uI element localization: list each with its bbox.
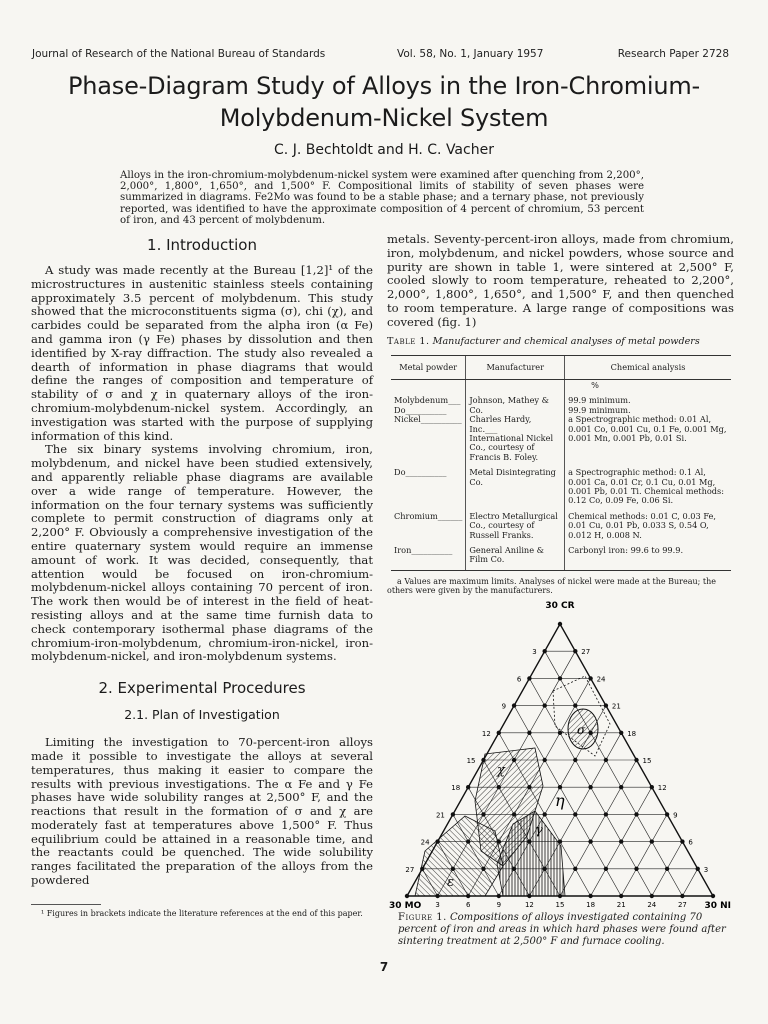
composition-point	[466, 839, 470, 843]
section-heading-introduction: 1. Introduction	[147, 236, 257, 254]
composition-point	[481, 867, 485, 871]
abstract: Alloys in the iron-chromium-molybdenum-nickel system were examined after quenching from 2,200°, 2,000°, 1,800°, 1,650°, and 1,500° F. Compositional limits of stability of seven phases were summarized in diagrams. Fe2Mo was found to be a stable phase; and a ternary phase, not previously reported, was identified to have the approximate composition of 4 percent of chromium, 53 percent of iron, and 43 percent of molybdenum.	[120, 170, 644, 226]
composition-point	[512, 812, 516, 816]
table-cell-metal: Iron__________	[391, 545, 466, 570]
plan-paragraph-1: Limiting the investigation to 70-percent-iron alloys made it possible to investigate the alloys at several temperatures, thus making it easier to compare the results with previous investigations. The α Fe and γ Fe phases have wide solubility ranges at 2,500° F, and the reactions that result in the formation of σ and χ are moderately fast at temperatures above 1,500° F. Thus equilibrium could be attained in a reasonable time, and the reactants could be quenched. The wide solubility ranges facilitated the preparation of the alloys from the powdered	[31, 735, 373, 888]
composition-point	[512, 867, 516, 871]
composition-point	[573, 649, 577, 653]
left-tick-label: 24	[420, 838, 430, 847]
figure-caption	[398, 912, 734, 948]
composition-point	[543, 812, 547, 816]
left-tick-label: 12	[481, 729, 491, 738]
region-label-gamma: γ	[535, 823, 543, 838]
composition-point	[604, 758, 608, 762]
percent-symbol: %	[565, 379, 731, 395]
footnote-divider	[31, 904, 101, 905]
composition-point	[558, 731, 562, 735]
composition-point	[451, 867, 455, 871]
composition-point	[588, 894, 592, 898]
bottom-tick-label: 6	[465, 901, 471, 909]
left-tick-label: 6	[516, 675, 522, 684]
table-cell-metal: Chromium______	[394, 510, 463, 521]
page-number: 7	[379, 960, 389, 974]
region-label-eta: η	[555, 791, 565, 810]
composition-point	[650, 785, 654, 789]
bottom-tick-label: 27	[677, 901, 687, 909]
right-tick-label: 3	[703, 865, 709, 874]
composition-point	[466, 894, 470, 898]
composition-point	[481, 812, 485, 816]
composition-point	[512, 703, 516, 707]
table-cell-analysis: a Spectrographic method: 0.1 Al, 0.001 Ca, 0.01 Cr, 0.1 Cu, 0.01 Mg, 0.001 Pb, 0.01 Ti. Chemical methods: 0.12 Co, 0.09 Fe, 0.06 Si.	[565, 467, 731, 511]
table-footnote: a Values are maximum limits. Analyses of nickel were made at the Bureau; the others were given by the manufacturers.	[387, 576, 716, 596]
left-tick-label: 18	[451, 784, 461, 793]
composition-point	[543, 758, 547, 762]
grid-line	[560, 760, 637, 896]
composition-point	[680, 894, 684, 898]
composition-point	[451, 812, 455, 816]
table-cell-analysis: Carbonyl iron: 99.6 to 99.9.	[565, 545, 731, 570]
table-row	[391, 467, 731, 511]
composition-point	[665, 812, 669, 816]
right-tick-label: 15	[642, 757, 652, 765]
composition-point	[497, 731, 501, 735]
composition-point	[573, 758, 577, 762]
table-caption-text: Manufacturer and chemical analyses of metal powders	[432, 335, 700, 347]
table-label: Table 1.	[387, 335, 430, 347]
composition-point	[558, 839, 562, 843]
research-paper-number: Research Paper 2728	[617, 48, 729, 60]
left-column	[31, 233, 373, 919]
composition-point	[558, 622, 562, 626]
right-paragraph-1: metals. Seventy-percent-iron alloys, made from chromium, iron, molybdenum, and nickel powders, whose source and purity are shown in table 1, were sintered at 2,500° F, cooled slowly to room temperature, reheated to 2,200°, 2,000°, 1,800°, 1,650°, and 1,500° F, and then quenched to room temperature. A large range of compositions was covered (fig. 1)	[387, 232, 734, 329]
composition-point	[405, 894, 409, 898]
cross-hatched-region	[415, 816, 503, 896]
composition-point	[604, 812, 608, 816]
composition-point	[435, 839, 439, 843]
intro-paragraph-1: A study was made recently at the Bureau [1,2]¹ of the microstructures in austenitic stainless steels containing approximately 3.5 percent of molybdenum. This study showed that the microconstituents sigma (σ), chi (χ), and carbides could be separated from the alpha iron (α Fe) and gamma iron (γ Fe) phases by dissolution and then identified by X-ray diffraction. The study also revealed a dearth of information in phase diagrams that would define the ranges of composition and temperature of stability of σ and χ in quaternary alloys of the iron-chromium-molybdenum-nickel system. Accordingly, an investigation was started with the purpose of supplying information of this kind.	[31, 263, 373, 443]
bottom-tick-label: 18	[586, 901, 596, 909]
left-tick-label: 15	[466, 757, 476, 765]
composition-point	[481, 758, 485, 762]
table-cell-metal: Molybdenum___ Do__________ Nickel__________	[394, 395, 462, 425]
vertex-label-ni: 30 NI	[704, 901, 731, 911]
vertex-label-cr: 30 CR	[545, 601, 575, 611]
composition-point	[634, 812, 638, 816]
vertex-label-mo: 30 MO	[389, 901, 422, 911]
table-cell-manufacturer: Metal Disintegrating Co.	[466, 467, 565, 511]
metal-powder-table	[391, 355, 731, 571]
left-tick-label: 9	[501, 702, 507, 711]
composition-point	[588, 785, 592, 789]
composition-point	[665, 867, 669, 871]
composition-point	[527, 731, 531, 735]
table-cell-manufacturer: Johnson, Mathey & Co. Charles Hardy, Inc.___ International Nickel Co., courtesy of Francis B. Foley.	[466, 395, 565, 467]
composition-point	[619, 731, 623, 735]
table-header-metal: Metal powder	[391, 355, 466, 379]
table-cell-analysis: Chemical methods: 0.01 C, 0.03 Fe, 0.01 Cu, 0.01 Pb, 0.033 S, 0.54 O, 0.012 H, 0.008 N.	[565, 511, 731, 545]
right-tick-label: 18	[627, 729, 637, 738]
composition-point	[497, 785, 501, 789]
ternary-diagram	[385, 596, 735, 914]
subsection-heading-plan: 2.1. Plan of Investigation	[124, 707, 280, 723]
composition-point	[543, 867, 547, 871]
composition-point	[619, 894, 623, 898]
journal-name: Journal of Research of the National Bureau of Standards	[32, 48, 326, 60]
composition-point	[650, 839, 654, 843]
right-tick-label: 27	[581, 648, 591, 657]
title-line-1: Phase-Diagram Study of Alloys in the Iron-Chromium-	[67, 72, 701, 100]
table-row	[391, 545, 731, 570]
grid-line	[682, 869, 697, 896]
composition-point	[527, 676, 531, 680]
composition-point	[680, 839, 684, 843]
left-tick-label: 27	[405, 865, 415, 874]
composition-point	[497, 894, 501, 898]
composition-point	[558, 894, 562, 898]
title-line-2: Molybdenum-Nickel System	[219, 104, 549, 132]
region-label-sigma: σ	[577, 723, 586, 737]
right-tick-label: 21	[611, 702, 621, 711]
right-tick-label: 9	[673, 811, 678, 820]
grid-line	[621, 814, 667, 896]
figure-1	[385, 596, 735, 914]
right-tick-label: 6	[688, 838, 693, 847]
composition-point	[573, 867, 577, 871]
table-row	[391, 395, 731, 467]
left-tick-label: 21	[435, 811, 445, 820]
composition-point	[527, 839, 531, 843]
table-caption	[387, 336, 734, 347]
bottom-tick-label: 3	[435, 901, 440, 909]
composition-point	[634, 758, 638, 762]
composition-point	[466, 785, 470, 789]
intro-paragraph-2: The six binary systems involving chromium, iron, molybdenum, and nickel have been studied extensively, and apparently reliable phase diagrams are available over a wide range of temperature. However, the information on the four ternary systems was sufficiently complete to permit construction of diagrams only at 2,200° F. Obviously a comprehensive investigation of the entire quaternary system would require an immense amount of work. It was decided, consequently, that attention would be focused on iron-chromium-molybdenum-nickel alloys containing 70 percent of iron. The work then would be of interest in the field of heat-resisting alloys and at the same time furnish data to check contemporary isothermal phase diagrams of the chromium-iron-molybdenum, chromium-iron-nickel, iron-molybdenum-nickel, and iron-molybdenum systems.	[31, 442, 373, 664]
composition-point	[634, 867, 638, 871]
right-column	[387, 233, 734, 596]
composition-point	[650, 894, 654, 898]
bottom-tick-label: 12	[524, 901, 534, 909]
table-header-manufacturer: Manufacturer	[466, 355, 565, 379]
composition-point	[696, 867, 700, 871]
figure-label: Figure 1.	[398, 912, 447, 923]
volume-info: Vol. 58, No. 1, January 1957	[397, 48, 544, 60]
footnote: ¹ Figures in brackets indicate the literature references at the end of this paper.	[41, 908, 363, 918]
grid-line	[545, 651, 683, 896]
composition-point	[604, 703, 608, 707]
composition-point	[543, 703, 547, 707]
paper-title	[20, 70, 748, 134]
composition-point	[558, 676, 562, 680]
composition-point	[573, 812, 577, 816]
region-label-chi: χ	[497, 763, 505, 778]
composition-point	[604, 867, 608, 871]
section-heading-experimental: 2. Experimental Procedures	[98, 679, 306, 698]
region-label-epsilon: ε	[447, 875, 454, 890]
composition-point	[711, 894, 715, 898]
composition-point	[435, 894, 439, 898]
bottom-tick-label: 21	[616, 901, 626, 909]
composition-point	[588, 839, 592, 843]
composition-point	[527, 785, 531, 789]
table-row	[391, 511, 731, 545]
composition-point	[497, 839, 501, 843]
bottom-tick-label: 9	[496, 901, 502, 909]
composition-point	[619, 839, 623, 843]
right-tick-label: 12	[657, 784, 667, 793]
table-row	[391, 379, 731, 395]
composition-point	[619, 785, 623, 789]
figure-caption-text: Compositions of alloys investigated containing 70 percent of iron and areas in which hard phases were found after sintering treatment at 2,500° F and furnace cooling.	[398, 912, 726, 947]
composition-point	[573, 703, 577, 707]
composition-point	[558, 785, 562, 789]
composition-point	[527, 894, 531, 898]
composition-point	[588, 676, 592, 680]
composition-point	[512, 758, 516, 762]
table-cell-manufacturer: Electro Metallurgical Co., courtesy of Russell Franks.	[466, 511, 565, 545]
table-cell-metal: Do__________	[394, 467, 447, 478]
authors: C. J. Bechtoldt and H. C. Vacher	[274, 142, 494, 158]
composition-point	[420, 867, 424, 871]
table-cell-analysis: 99.9 minimum. 99.9 minimum. a Spectrographic method: 0.01 Al, 0.001 Co, 0.001 Cu, 0.1 Fe, 0.001 Mg, 0.001 Mn, 0.001 Pb, 0.01 Si.	[565, 395, 731, 467]
right-tick-label: 24	[596, 675, 606, 684]
composition-point	[588, 731, 592, 735]
bottom-tick-label: 15	[555, 901, 565, 909]
bottom-tick-label: 24	[647, 901, 657, 909]
composition-point	[543, 649, 547, 653]
table-cell-manufacturer: General Aniline & Film Co.	[466, 545, 565, 570]
left-tick-label: 3	[532, 648, 537, 657]
table-header-analysis: Chemical analysis	[565, 355, 731, 379]
